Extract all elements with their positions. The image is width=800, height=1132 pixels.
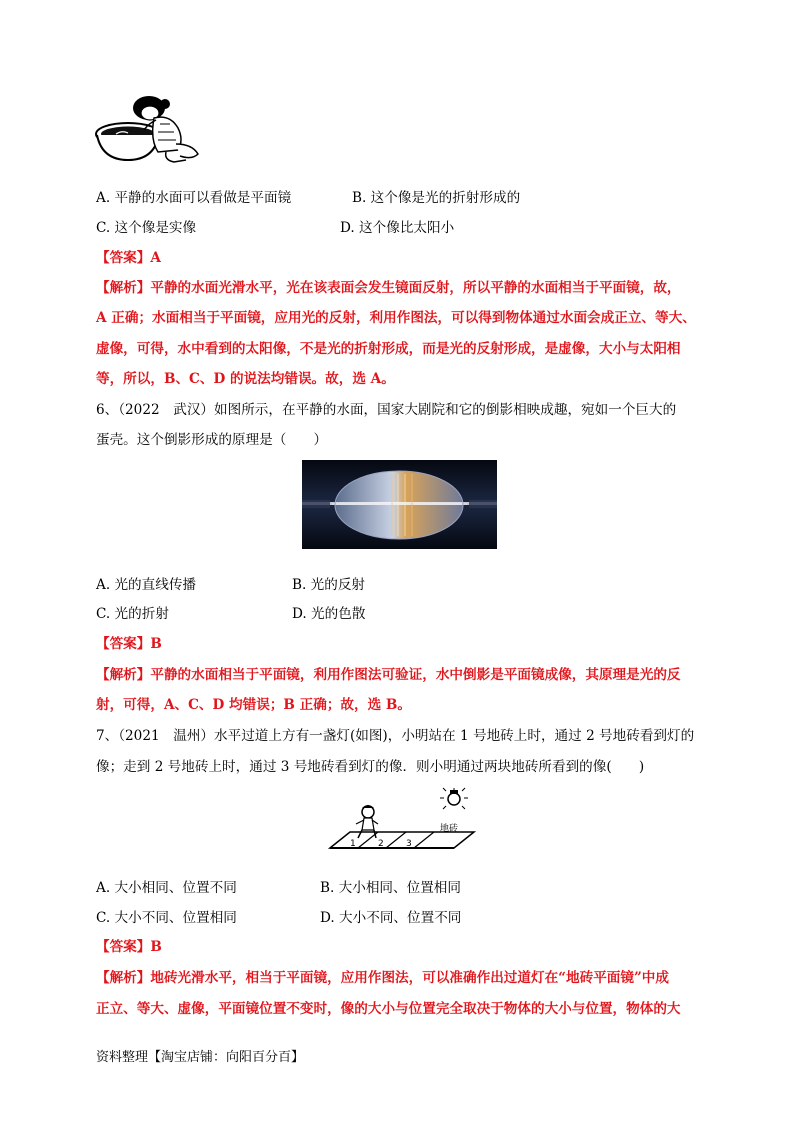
option-a: A. 大小相同、位置不同 bbox=[96, 880, 237, 896]
option-b: B. 光的反射 bbox=[292, 577, 366, 593]
analysis-line bbox=[96, 664, 681, 686]
floor-label: 地砖 bbox=[440, 824, 459, 834]
answer-label: 【答案】 bbox=[96, 636, 151, 652]
question-stem: 蛋壳。这个倒影形成的原理是（ ） bbox=[96, 432, 328, 448]
analysis-text: 平静的水面光滑水平，光在该表面会发生镜面反射，所以平静的水面相当于平面镜，故， bbox=[150, 280, 681, 296]
option-d: D. 光的色散 bbox=[292, 606, 366, 622]
question-stem: 7、（2021 温州）水平过道上方有一盏灯(如图)，小明站在 1 号地砖上时，通过 2 号地砖看到灯的 bbox=[96, 728, 695, 744]
answer-value: A bbox=[150, 250, 161, 266]
analysis-line: 射，可得，A、C、D 均错误；B 正确；故，选 B。 bbox=[96, 697, 412, 713]
option-c: C. 光的折射 bbox=[96, 606, 169, 622]
analysis-text: 平静的水面相当于平面镜，利用作图法可验证，水中倒影是平面镜成像，其原理是光的反 bbox=[150, 667, 681, 683]
option-c: C. 大小不同、位置相同 bbox=[96, 910, 237, 926]
answer-line bbox=[96, 633, 162, 655]
answer-label: 【答案】 bbox=[96, 250, 151, 266]
analysis-text: 地砖光滑水平，相当于平面镜，应用作图法，可以准确作出过道灯在“地砖平面镜”中成 bbox=[150, 970, 669, 986]
option-a: A. 平静的水面可以看做是平面镜 bbox=[96, 190, 292, 206]
answer-line bbox=[96, 247, 161, 269]
tile-number: 1 bbox=[350, 839, 356, 849]
analysis-line: A 正确；水面相当于平面镜，应用光的反射，利用作图法，可以得到物体通过水面会成正立、等大、 bbox=[96, 310, 696, 326]
question-stem: 6、（2022 武汉）如图所示，在平静的水面，国家大剧院和它的倒影相映成趣，宛如一个巨大的 bbox=[96, 402, 677, 418]
question-stem: 像；走到 2 号地砖上时，通过 3 号地砖看到灯的像．则小明通过两块地砖所看到的像( ) bbox=[96, 759, 645, 775]
option-b: B. 这个像是光的折射形成的 bbox=[352, 190, 521, 206]
analysis-line: 正立、等大、虚像，平面镜位置不变时，像的大小与位置完全取决于物体的大小与位置，物体的大 bbox=[96, 1001, 681, 1017]
analysis-line bbox=[96, 277, 681, 299]
child-basin-figure bbox=[94, 94, 204, 166]
analysis-label: 【解析】 bbox=[96, 667, 151, 683]
theatre-reflection-photo bbox=[302, 460, 497, 549]
analysis-line: 虚像，可得，水中看到的太阳像，不是光的折射形成，而是光的反射形成，是虚像，大小与太阳相 bbox=[96, 341, 681, 357]
analysis-line: 等，所以，B、C、D 的说法均错误。故，选 A。 bbox=[96, 371, 395, 387]
lamp-icon bbox=[440, 788, 468, 809]
option-d: D. 大小不同、位置不同 bbox=[320, 910, 462, 926]
option-b: B. 大小相同、位置相同 bbox=[320, 880, 461, 896]
lamp-tiles-figure bbox=[328, 786, 476, 854]
tile-number: 2 bbox=[378, 839, 384, 849]
page-footer: 资料整理【淘宝店铺：向阳百分百】 bbox=[96, 1050, 305, 1065]
analysis-label: 【解析】 bbox=[96, 280, 151, 296]
answer-line bbox=[96, 936, 162, 958]
analysis-label: 【解析】 bbox=[96, 970, 151, 986]
option-c: C. 这个像是实像 bbox=[96, 220, 197, 236]
tile-number: 3 bbox=[406, 839, 412, 849]
option-a: A. 光的直线传播 bbox=[96, 577, 197, 593]
analysis-line bbox=[96, 967, 669, 989]
option-d: D. 这个像比太阳小 bbox=[340, 220, 455, 236]
person-icon bbox=[356, 805, 378, 838]
answer-label: 【答案】 bbox=[96, 939, 151, 955]
answer-value: B bbox=[150, 939, 162, 955]
answer-value: B bbox=[150, 636, 162, 652]
